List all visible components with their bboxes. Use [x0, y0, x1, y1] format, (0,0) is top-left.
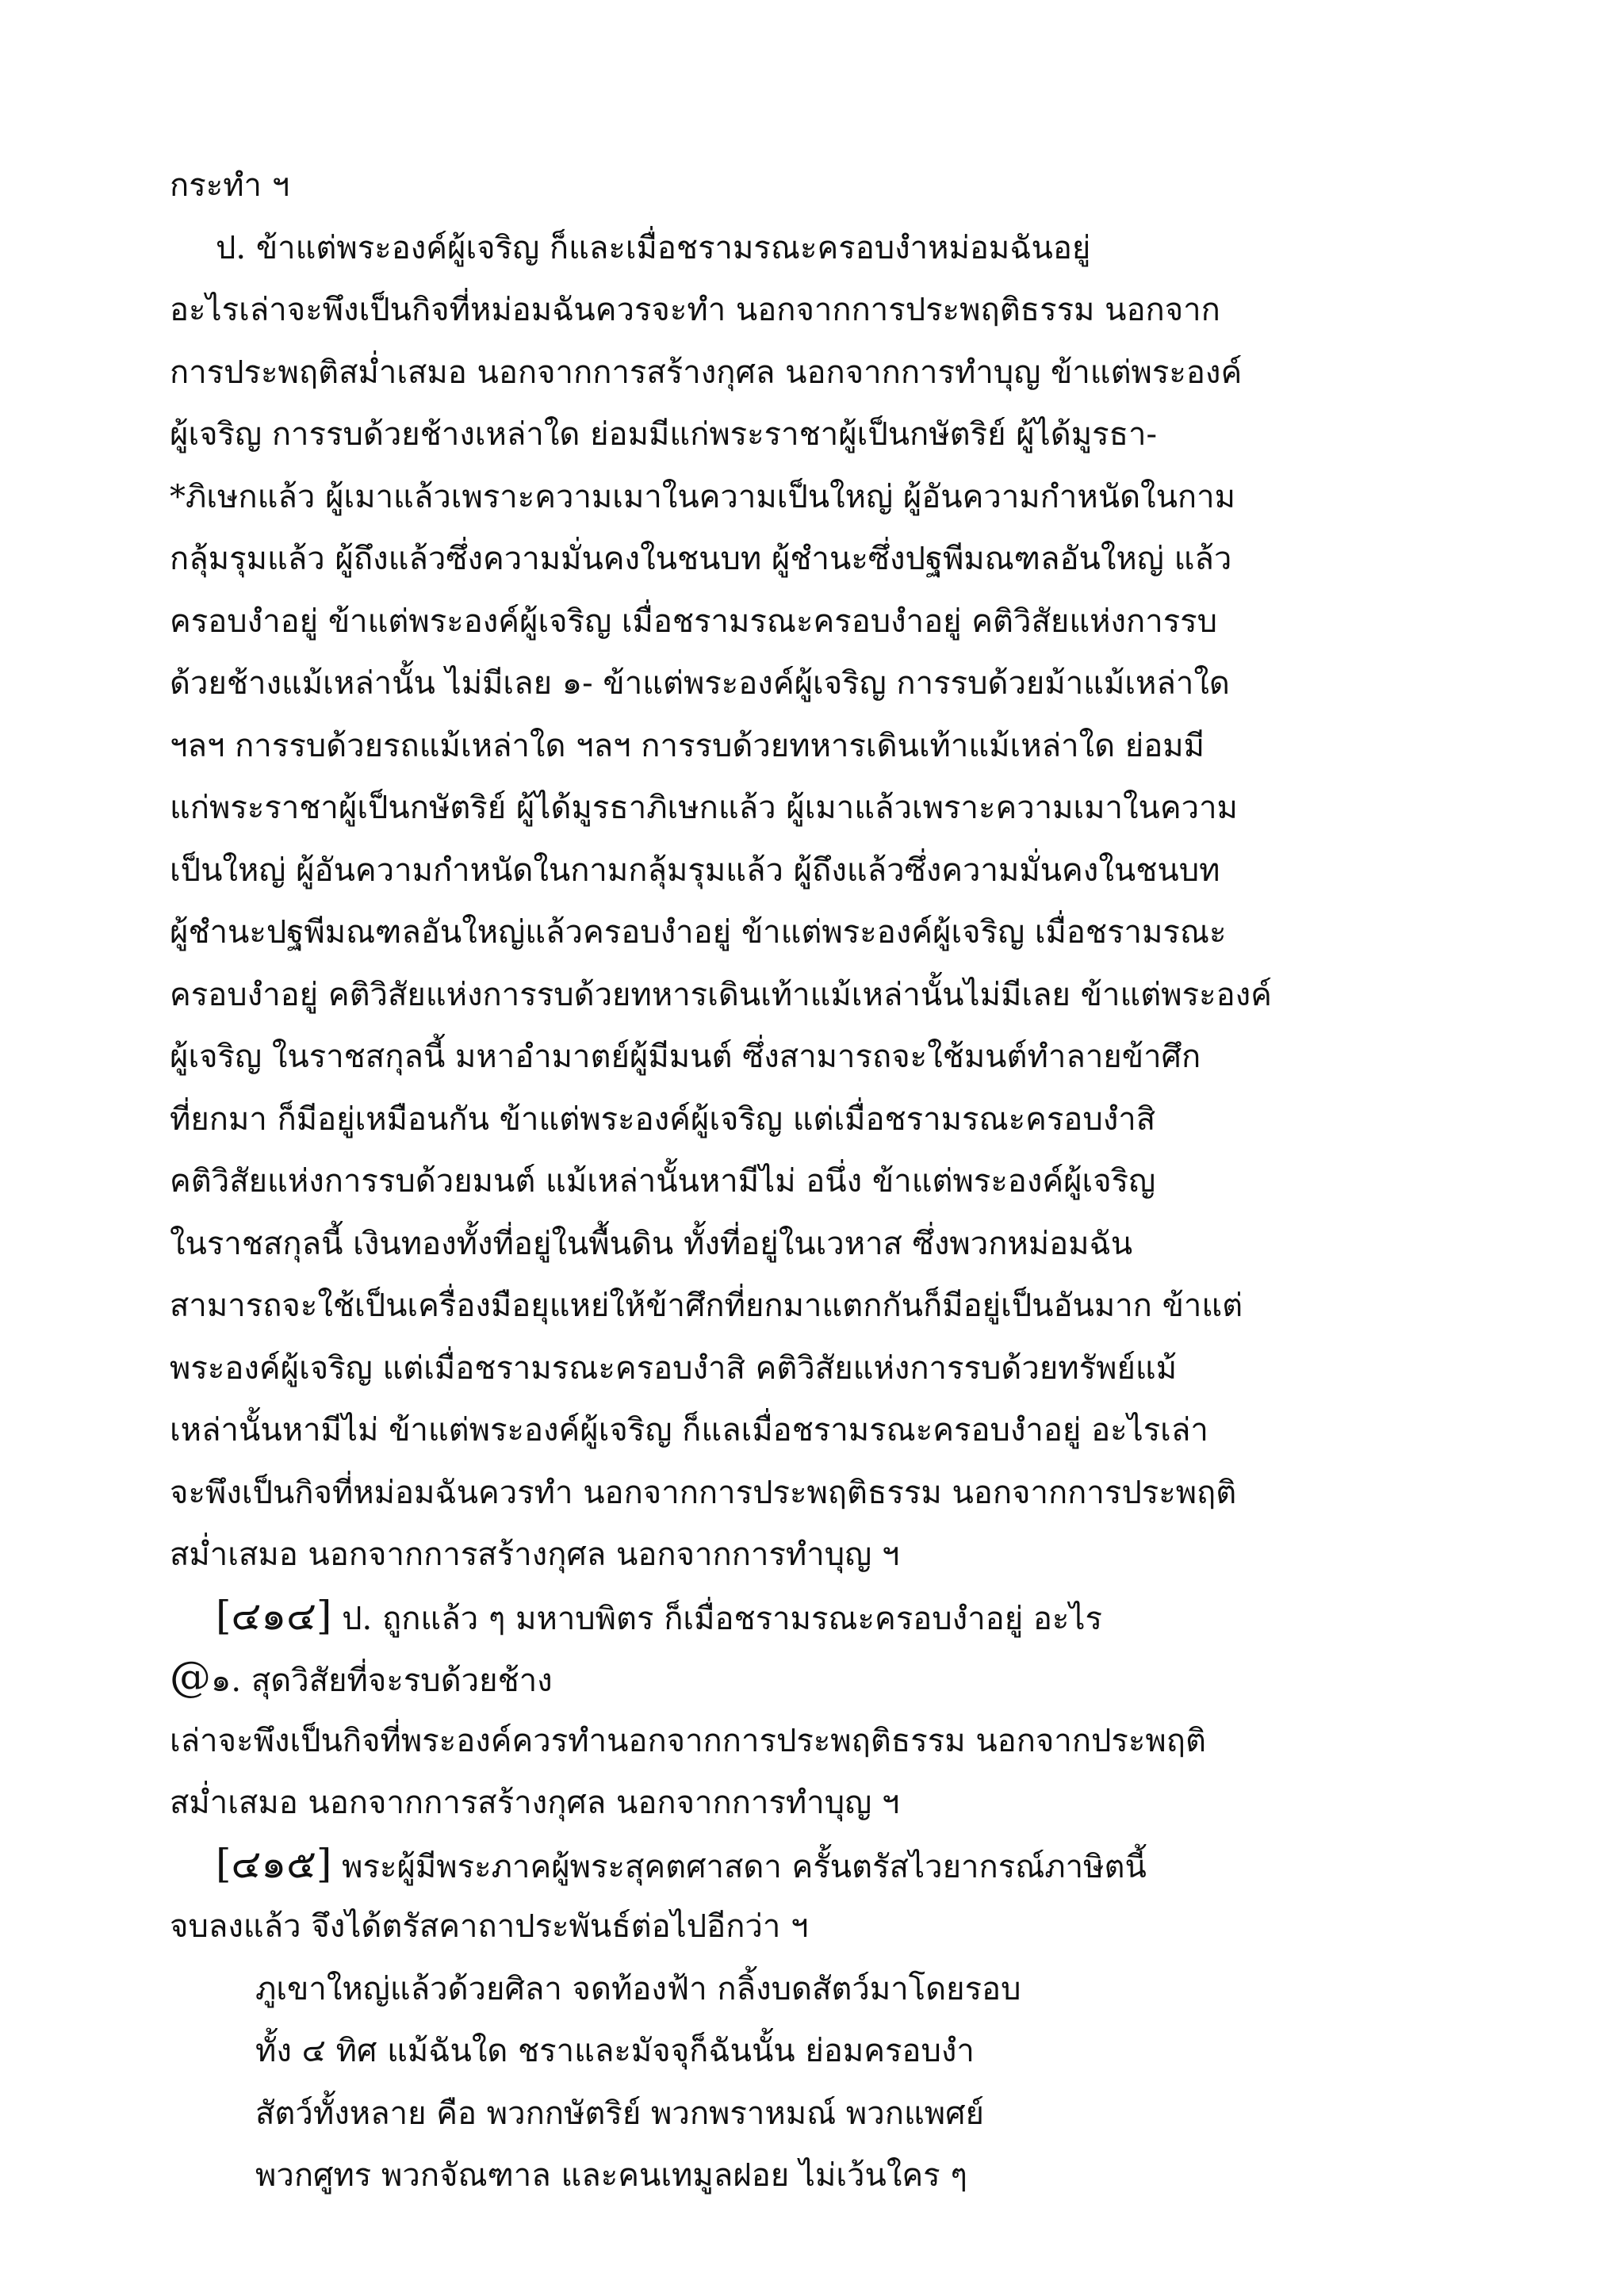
- paragraph-text: พระผู้มีพระภาคผู้พระสุคตศาสดา ครั้นตรัสไวยากรณ์ภาษิตนี้: [331, 1849, 1147, 1885]
- verse-line: ภูเขาใหญ่แล้วด้วยศิลา จดท้องฟ้า กลิ้งบดสัตว์มาโดยรอบ: [255, 1971, 1021, 2007]
- text-line: ผู้เจริญ การรบด้วยช้างเหล่าใด ย่อมมีแก่พระราชาผู้เป็นกษัตริย์ ผู้ได้มูรธา-: [170, 416, 1158, 453]
- text-line: ฯลฯ การรบด้วยรถแม้เหล่าใด ฯลฯ การรบด้วยทหารเดินเท้าแม้เหล่าใด ย่อมมี: [170, 728, 1205, 764]
- text-line: ผู้เจริญ ในราชสกุลนี้ มหาอำมาตย์ผู้มีมนต์ ซึ่งสามารถจะใช้มนต์ทำลายข้าศึก: [170, 1039, 1201, 1075]
- paragraph-number: [๔๑๔]: [216, 1593, 332, 1639]
- footnote-text: ๑. สุดวิสัยที่จะรบด้วยช้าง: [211, 1663, 553, 1699]
- text-line: ที่ยกมา ก็มีอยู่เหมือนกัน ข้าแต่พระองค์ผู้เจริญ แต่เมื่อชรามรณะครอบงำสิ: [170, 1101, 1156, 1138]
- verse-line: ทั้ง ๔ ทิศ แม้ฉันใด ชราและมัจจุก็ฉันนั้น ย่อมครอบงำ: [255, 2033, 975, 2069]
- text-line: เป็นใหญ่ ผู้อันความกำหนัดในกามกลุ้มรุมแล้ว ผู้ถึงแล้วซึ่งความมั่นคงในชนบท: [170, 852, 1220, 889]
- text-line: ผู้ชำนะปฐพีมณฑลอันใหญ่แล้วครอบงำอยู่ ข้าแต่พระองค์ผู้เจริญ เมื่อชรามรณะ: [170, 914, 1227, 951]
- text-line: ครอบงำอยู่ คติวิสัยแห่งการรบด้วยทหารเดินเท้าแม้เหล่านั้นไม่มีเลย ข้าแต่พระองค์: [170, 977, 1272, 1013]
- text-line: พระองค์ผู้เจริญ แต่เมื่อชรามรณะครอบงำสิ คติวิสัยแห่งการรบด้วยทรัพย์แม้: [170, 1350, 1178, 1387]
- footnote-marker: @: [170, 1654, 211, 1701]
- text-line: *ภิเษกแล้ว ผู้เมาแล้วเพราะความเมาในความเป็นใหญ่ ผู้อันความกำหนัดในกาม: [170, 479, 1235, 515]
- paragraph-415: [216, 1842, 1147, 1889]
- text-line: จะพึงเป็นกิจที่หม่อมฉันควรทำ นอกจากการประพฤติธรรม นอกจากการประพฤติ: [170, 1475, 1237, 1511]
- text-line: สม่ำเสมอ นอกจากการสร้างกุศล นอกจากการทำบุญ ฯ: [170, 1785, 900, 1821]
- footnote: [170, 1655, 553, 1703]
- paragraph-414: [216, 1594, 1102, 1641]
- text-line: สม่ำเสมอ นอกจากการสร้างกุศล นอกจากการทำบุญ ฯ: [170, 1536, 900, 1573]
- text-line: เหล่านั้นหามีไม่ ข้าแต่พระองค์ผู้เจริญ ก็แลเมื่อชรามรณะครอบงำอยู่ อะไรเล่า: [170, 1412, 1208, 1448]
- paragraph-number: [๔๑๕]: [216, 1841, 332, 1887]
- text-line: แก่พระราชาผู้เป็นกษัตริย์ ผู้ได้มูรธาภิเษกแล้ว ผู้เมาแล้วเพราะความเมาในความ: [170, 790, 1238, 826]
- paragraph-text: ป. ถูกแล้ว ๆ มหาบพิตร ก็เมื่อชรามรณะครอบงำอยู่ อะไร: [331, 1601, 1102, 1637]
- text-line: อะไรเล่าจะพึงเป็นกิจที่หม่อมฉันควรจะทำ นอกจากการประพฤติธรรม นอกจาก: [170, 292, 1220, 328]
- text-line: ในราชสกุลนี้ เงินทองทั้งที่อยู่ในพื้นดิน ทั้งที่อยู่ในเวหาส ซึ่งพวกหม่อมฉัน: [170, 1226, 1133, 1262]
- paragraph-start: ป. ข้าแต่พระองค์ผู้เจริญ ก็และเมื่อชรามรณะครอบงำหม่อมฉันอยู่: [216, 230, 1091, 266]
- text-line: การประพฤติสม่ำเสมอ นอกจากการสร้างกุศล นอกจากการทำบุญ ข้าแต่พระองค์: [170, 354, 1243, 391]
- text-line: กลุ้มรุมแล้ว ผู้ถึงแล้วซึ่งความมั่นคงในชนบท ผู้ชำนะซึ่งปฐพีมณฑลอันใหญ่ แล้ว: [170, 541, 1232, 577]
- text-line: เล่าจะพึงเป็นกิจที่พระองค์ควรทำนอกจากการประพฤติธรรม นอกจากประพฤติ: [170, 1723, 1206, 1759]
- text-line: ครอบงำอยู่ ข้าแต่พระองค์ผู้เจริญ เมื่อชรามรณะครอบงำอยู่ คติวิสัยแห่งการรบ: [170, 603, 1218, 640]
- verse-line: สัตว์ทั้งหลาย คือ พวกกษัตริย์ พวกพราหมณ์ พวกแพศย์: [255, 2095, 984, 2132]
- text-line: คติวิสัยแห่งการรบด้วยมนต์ แม้เหล่านั้นหามีไม่ อนึ่ง ข้าแต่พระองค์ผู้เจริญ: [170, 1163, 1156, 1200]
- text-line: สามารถจะใช้เป็นเครื่องมือยุแหย่ให้ข้าศึกที่ยกมาแตกกันก็มีอยู่เป็นอันมาก ข้าแต่: [170, 1288, 1243, 1324]
- text-line: จบลงแล้ว จึงได้ตรัสคาถาประพันธ์ต่อไปอีกว่า ฯ: [170, 1908, 809, 1945]
- text-line: ด้วยช้างแม้เหล่านั้น ไม่มีเลย ๑- ข้าแต่พระองค์ผู้เจริญ การรบด้วยม้าแม้เหล่าใด: [170, 665, 1230, 702]
- text-line: กระทำ ฯ: [170, 167, 290, 204]
- verse-line: พวกศูทร พวกจัณฑาล และคนเทมูลฝอย ไม่เว้นใคร ๆ: [255, 2157, 967, 2194]
